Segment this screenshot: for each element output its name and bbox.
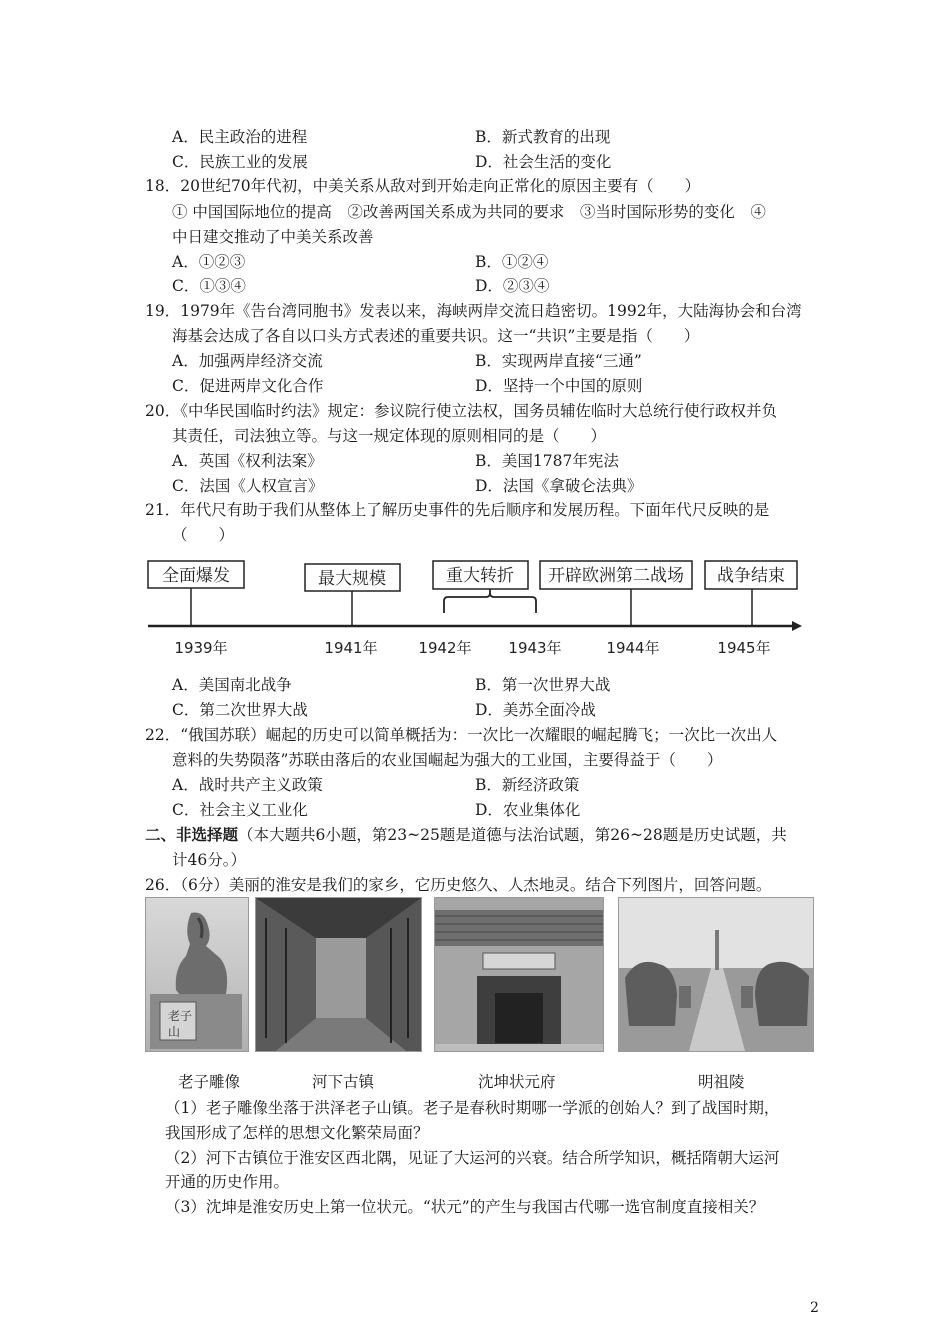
svg-text:山: 山 <box>168 1025 181 1039</box>
q19-line1: 19．1979年《告台湾同胞书》发表以来，海峡两岸交流日趋密切。1992年，大陆海协会和台湾 <box>145 302 802 320</box>
q26-sub1-line1: （1）老子雕像坐落于洪泽老子山镇。老子是春秋时期哪一学派的创始人？到了战国时期， <box>165 1099 780 1117</box>
timeline-diagram <box>140 553 810 665</box>
hexia-town-image <box>255 897 422 1052</box>
year-label: 1944年 <box>606 639 660 657</box>
page-number: 2 <box>810 1300 819 1316</box>
ming-tomb-image <box>618 897 814 1052</box>
q18-option-a: A．①②③ <box>172 253 246 271</box>
q21-line1: 21．年代尺有助于我们从整体上了解历史事件的先后顺序和发展历程。下面年代尺反映的是 <box>145 501 770 519</box>
q18-stem: 18．20世纪70年代初，中美关系从敌对到开始走向正常化的原因主要有（ ） <box>145 177 701 195</box>
year-label: 1939年 <box>174 639 228 657</box>
q20-option-c: C．法国《人权宣言》 <box>172 477 324 495</box>
event-box-1 <box>148 561 244 588</box>
q19-option-d: D．坚持一个中国的原则 <box>475 377 643 395</box>
caption-laozi: 老子雕像 <box>178 1073 241 1091</box>
section2-desc: （本大题共6小题，第23~25题是道德与法治试题，第26~28题是历史试题，共 <box>238 826 787 844</box>
q18-items-line2: 中日建交推动了中美关系改善 <box>172 228 374 246</box>
q22-line1: 22．“俄国苏联）崛起的历史可以简单概括为：一次比一次耀眼的崛起腾飞；一次比一次出人 <box>145 726 778 744</box>
section2-desc-line2: 计46分。） <box>172 851 246 869</box>
q21-option-d: D．美苏全面冷战 <box>475 701 596 719</box>
q22-option-c: C．社会主义工业化 <box>172 801 308 819</box>
q21-option-c: C．第二次世界大战 <box>172 701 308 719</box>
section2-title: 二、非选择题 <box>145 825 239 844</box>
event-box-5 <box>705 561 797 589</box>
q22-line2: 意料的失势陨落”苏联由落后的农业国崛起为强大的工业国，主要得益于（ ） <box>172 751 723 769</box>
q18-items-line1: ① 中国国际地位的提高 ②改善两国关系成为共同的要求 ③当时国际形势的变化 ④ <box>172 203 766 221</box>
q26-sub3-line1: （3）沈坤是淮安历史上第一位状元。“状元”的产生与我国古代哪一选官制度直接相关？ <box>165 1198 765 1216</box>
caption-hexia: 河下古镇 <box>312 1073 375 1091</box>
event-box-3 <box>433 561 528 589</box>
svg-text:战争结束: 战争结束 <box>717 566 785 586</box>
q22-option-a: A．战时共产主义政策 <box>172 776 323 794</box>
q19-option-c: C．促进两岸文化合作 <box>172 377 324 395</box>
q17-option-d: D．社会生活的变化 <box>475 153 612 171</box>
q18-option-d: D．②③④ <box>475 277 550 295</box>
q26-sub2-line1: （2）河下古镇位于淮安区西北隅，见证了大运河的兴衰。结合所学知识，概括隋朝大运河 <box>165 1149 780 1167</box>
caption-shenkun: 沈坤状元府 <box>478 1073 556 1091</box>
year-label: 1941年 <box>324 639 378 657</box>
q26-stem: 26．（6分）美丽的淮安是我们的家乡，它历史悠久、人杰地灵。结合下列图片，回答问题。 <box>145 876 772 894</box>
q20-line1: 20．《中华民国临时约法》规定：参议院行使立法权，国务员辅佐临时大总统行使行政权并负 <box>145 402 777 420</box>
q20-option-a: A．英国《权利法案》 <box>172 452 323 470</box>
q20-line2: 其责任，司法独立等。与这一规定体现的原则相同的是（ ） <box>172 427 607 445</box>
q17-option-b: B．新式教育的出现 <box>475 128 611 146</box>
q19-option-b: B．实现两岸直接“三通” <box>475 352 642 370</box>
year-label: 1942年 <box>418 639 472 657</box>
q22-option-d: D．农业集体化 <box>475 801 581 819</box>
shenkun-mansion-image <box>434 897 604 1052</box>
svg-text:重大转折: 重大转折 <box>446 566 514 586</box>
year-label: 1945年 <box>717 639 771 657</box>
year-label: 1943年 <box>508 639 562 657</box>
q20-option-b: B．美国1787年宪法 <box>475 452 619 470</box>
caption-ming-tomb: 明祖陵 <box>698 1073 745 1091</box>
q26-sub2-line2: 开通的历史作用。 <box>165 1173 290 1191</box>
svg-text:全面爆发: 全面爆发 <box>162 566 230 586</box>
q17-option-a: A．民主政治的进程 <box>172 128 308 146</box>
q22-option-b: B．新经济政策 <box>475 776 580 794</box>
q18-option-b: B．①②④ <box>475 253 549 271</box>
q26-sub1-line2: 我国形成了怎样的思想文化繁荣局面？ <box>165 1124 429 1142</box>
event-box-2 <box>305 564 400 591</box>
q20-option-d: D．法国《拿破仑法典》 <box>475 477 643 495</box>
q19-line2: 海基会达成了各自以口头方式表述的重要共识。这一“共识”主要是指（ ） <box>172 327 700 345</box>
section2-heading-line <box>145 825 787 845</box>
laozi-statue-image <box>145 897 249 1052</box>
period-brace <box>444 589 536 613</box>
svg-text:老子: 老子 <box>168 1009 193 1023</box>
q17-option-c: C．民族工业的发展 <box>172 153 308 171</box>
q19-option-a: A．加强两岸经济交流 <box>172 352 323 370</box>
event-box-4 <box>540 561 692 589</box>
q21-line2: （ ） <box>172 526 235 544</box>
q21-option-a: A．美国南北战争 <box>172 676 292 694</box>
timeline-arrow-icon <box>792 621 802 631</box>
svg-text:最大规模: 最大规模 <box>318 569 386 589</box>
svg-text:开辟欧洲第二战场: 开辟欧洲第二战场 <box>548 566 684 586</box>
q18-option-c: C．①③④ <box>172 277 246 295</box>
q21-option-b: B．第一次世界大战 <box>475 676 611 694</box>
